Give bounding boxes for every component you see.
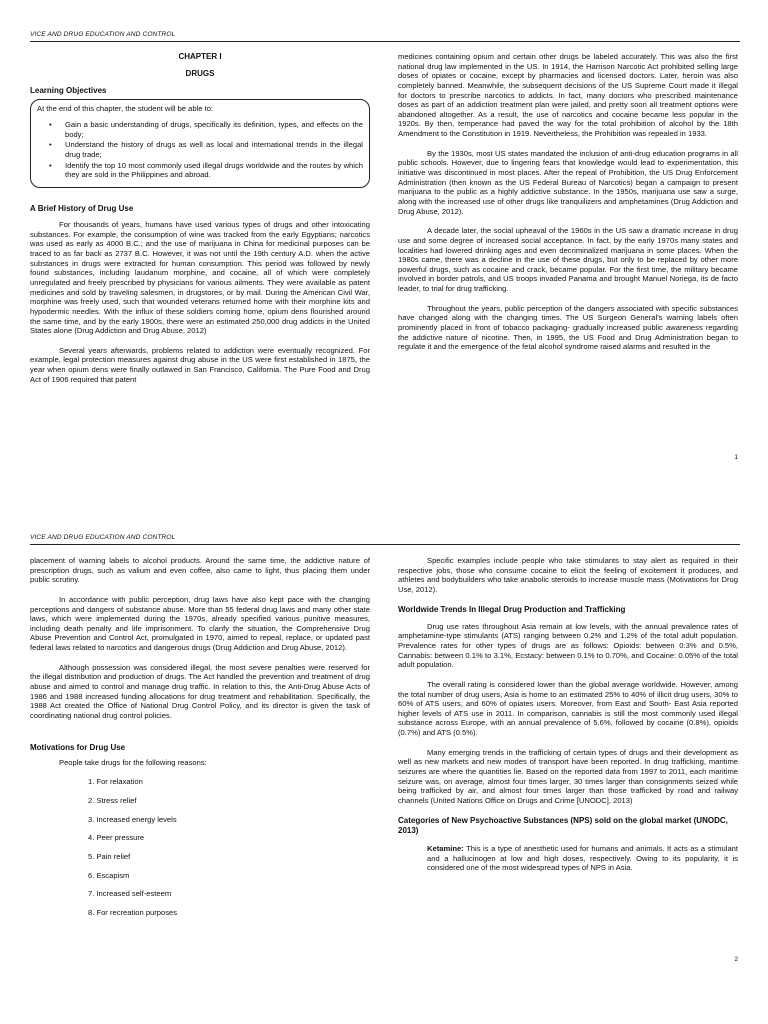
running-header: VICE AND DRUG EDUCATION AND CONTROL: [30, 31, 176, 38]
body-paragraph: Although possession was considered illegal, the most severe penalties were reserved for the illegal distribution and production of drugs. The Act handled the prevention and treatment of drug abuse and aimed to control and manage drug traffic. In relation to this, the Anti-Drug Abuse Acts of 1986 and 1988 increased funding allocations for drug treatment and rehabilitation. Specifically, the 1988 Act created the Office of National Drug Control Policy, and its director is given the task of coordinating national drug control policies.: [30, 662, 370, 720]
objective-item: • Gain a basic understanding of drugs, specifically its definition, types, and effects on the body;: [59, 120, 363, 139]
learning-objectives-heading: Learning Objectives: [30, 86, 107, 96]
motivations-heading: Motivations for Drug Use: [30, 742, 126, 752]
ketamine-term: Ketamine:: [427, 843, 464, 853]
body-paragraph: A decade later, the social upheaval of the 1960s in the US saw a dramatic increase in drug use and some degree of increased social acceptance. In fact, by the early 1970s many states and localities had lowered drinking ages and even decriminalized marijuana in some places. When the 1980s came, there was a decline in the use of these drugs, but only to be replaced by other more powerful drugs, such as cocaine and crack, became popular. For the first time, the military became involved in border patrols, and US troops invaded Panama and brought Manuel Noriega, its de facto leader, to trial for drug trafficking.: [398, 226, 738, 294]
body-paragraph: By the 1930s, most US states mandated the inclusion of anti-drug education programs in all public schools. However, due to lingering fears that knowledge would lead to experimentation, this initiative was discontinued in most places. After the repeal of Prohibition, the US Drug Enforcement Administration (then known as the US Federal Bureau of Narcotics) began a campaign to present marijuana to the public as a highly addictive substance. In the 1950s, marijuana use saw a surge, along with the increased use of other drugs like tranquilizers and amphetamines (Drug Addiction and Drug Abuse, 2012).: [398, 148, 738, 216]
body-paragraph: placement of warning labels to alcohol products. Around the same time, the addictive nature of prescription drugs, such as valium and even coffee, also came to light, thus placing them under public scrutiny.: [30, 556, 370, 585]
running-header: VICE AND DRUG EDUCATION AND CONTROL: [30, 534, 176, 541]
reason-item: 4. Peer pressure: [88, 833, 145, 843]
reason-item: 8. For recreation purposes: [88, 907, 178, 917]
page-1-right-column: [398, 52, 738, 362]
trends-heading: Worldwide Trends In Illegal Drug Production and Trafficking: [398, 604, 626, 614]
body-paragraph: Throughout the years, public perception of the dangers associated with specific substances have changed along with the changing times. The US Surgeon General's warning labels often prominently placed in front of tobacco packaging- gradually increased public awareness regarding the addictive nature of nicotine. Then, in 1995, the US Food and Drug Administration began to regulate it and the emergence of the fetal alcohol syndrome raised alarms and resulted in the: [398, 303, 738, 352]
reason-item: 6. Escapism: [88, 870, 130, 880]
objectives-intro: At the end of this chapter, the student will be able to:: [37, 104, 214, 114]
motivations-intro: People take drugs for the following reasons:: [59, 757, 207, 767]
history-heading: A Brief History of Drug Use: [30, 203, 134, 213]
reason-item: 1. For relaxation: [88, 777, 143, 787]
body-paragraph: medicines containing opium and certain other drugs be labeled accurately. This was also the first national drug law implemented in the US. In 1914, the Harrison Narcotic Act prohibited selling large doses of opiates or cocaine, except by pharmacies and licensed doctors. Later, heroin was also completely banned. Meanwhile, the subsequent decisions of the US Supreme Court made it illegal for doctors to prescribe narcotics to addicts. In fact, many doctors who prescribed maintenance doses as part of an addiction treatment plan were jailed, and pretty soon all treatment options were abandoned altogether. As a result, the use of narcotics and cocaine became less popular in the 1920s. By then, temperance had paved the way for the total prohibition of alcohol by the 18th Amendment to the Constitution in 1919. Nevertheless, the Prohibition was repealed in 1933.: [398, 52, 738, 139]
page-number: 2: [734, 956, 738, 963]
page-2-left-column: [30, 556, 370, 927]
header-rule: [30, 544, 740, 545]
page-2: [0, 512, 768, 1024]
body-paragraph: Many emerging trends in the trafficking of certain types of drugs and their development as well as new markets and new modes of transport have been reported. In drug trafficking, maritime seizures are where the quantities lie. Based on the reported data from 1997 to 2011, each maritime seizure was, on average, almost four times larger, 30 times larger than consignments seized while being trafficked by air, and almost four times larger than those trafficked by road and railway channels (United Nations Office on Drugs and Crime [UNODC], 2013): [398, 747, 738, 805]
header-rule: [30, 41, 740, 42]
reason-item: 2. Stress relief: [88, 796, 137, 806]
body-paragraph: Specific examples include people who take stimulants to stay alert as required in their respective jobs, those who consume cocaine to elicit the feeling of excitement it produces, and athletes and bodybuilders who take anabolic steroids to increase muscle mass (Motivations for Drug Use, 2012).: [398, 556, 738, 594]
body-paragraph: Several years afterwards, problems related to addiction were eventually recognized. For example, legal protection measures against drug abuse in the US were first established in 1875, the year when opium dens were finally outlawed in San Francisco, California. The Pure Food and Drug Act of 1906 required that patent: [30, 345, 370, 384]
page-2-right-column: [398, 556, 738, 883]
chapter-title: DRUGS: [185, 69, 215, 79]
body-paragraph: The overall rating is considered lower than the global average worldwide. However, among the total number of drug users, Asia is home to an estimated 25% to 40% of illicit drug users, 30% to 60% of ATS users, and 60% of opiates users. Moreover, from East and South- East Asia reported higher levels of ATS use in 2011. In comparison, cannabis is still the most commonly used illegal substance across Europe, with an annual prevalence of 5.6%, followed by cocaine (0.8%), opioids (0.7%) and ATS (0.5%).: [398, 679, 738, 738]
nps-heading: Categories of New Psychoactive Substances (NPS) sold on the global market (UNODC, 2013): [398, 815, 728, 835]
objectives-list: [37, 120, 363, 180]
body-paragraph: For thousands of years, humans have used various types of drugs and other intoxicating substances. For example, the consumption of wine was tracked from the early Egyptians; narcotics was used as early as 4000 B.C.; and the use of marijuana in China for medicinal purposes can be traced to as far back as 2737 B.C. However, it was not until the 19th century A.D. when the active substances in drugs were extracted for human consumption. This period was followed by newly found substances, including laudanum morphine, and cocaine, all of which were completely unregulated and freely prescribed by physicians for various ailments. They were available as patent medicines and sold by traveling salesmen, in drugstores, or by mail. During the American Civil War, morphine was freely used, such that wounded veterans returned home with their morphine kits and hypodermic needles. With the influx of these soldiers coming home, opium dens flourished around the same time, and by the early 1900s, there were an estimated 250,000 drug addicts in the United States alone (Drug Addiction and Drug Abuse, 2012): [30, 220, 370, 336]
ketamine-description: This is a type of anesthetic used for humans and animals. It acts as a stimulant and a hallucinogen at low and high doses, respectively. Owing to its popularity, it is considered one of the most widespread types of NPS in Asia.: [427, 843, 738, 873]
chapter-label: CHAPTER I: [178, 52, 222, 61]
page-number: 1: [734, 454, 738, 461]
reasons-list: [30, 777, 370, 917]
learning-objectives-box: [30, 99, 370, 187]
reason-item: 7. Increased self-esteem: [88, 889, 172, 899]
page-1-left-column: [30, 52, 370, 394]
body-paragraph: In accordance with public perception, drug laws have also kept pace with the changing perceptions and dangers of substance abuse. More than 55 federal drug laws and many other state laws, which were implemented during the 1970s, already specified various punitive measures, including death penalty and life imprisonment. To clarify the situation, the Comprehensive Drug Abuse Prevention and Control Act, promulgated in 1970, aimed to repeal, replace, or updated past federal laws related to narcotics and dangerous drugs (Drug Addiction and Drug Abuse, 2012).: [30, 594, 370, 653]
body-paragraph: Drug use rates throughout Asia remain at low levels, with the annual prevalence rates of amphetamine-type stimulants (ATS) ranging between 0.2% and 1.2% of the total adult population. Prevalence rates for other types of drugs are as follows: Opioids: between 0:3% and 0.5%, Cannabis: between 0.1% to 3.1%, Ecstacy: between 0.1% to 0.70%, and Cocaine: 0.05% of the total adult population.: [398, 621, 738, 670]
ketamine-entry: [427, 844, 738, 873]
reason-item: 3. Increased energy levels: [88, 814, 177, 824]
objective-item: • Understand the history of drugs as well as local and international trends in the illegal drug trade;: [59, 140, 363, 159]
reason-item: 5. Pain relief: [88, 851, 131, 861]
objective-item: • Identify the top 10 most commonly used illegal drugs worldwide and the routes by which they are sold in the Philippines and abroad.: [59, 161, 363, 180]
